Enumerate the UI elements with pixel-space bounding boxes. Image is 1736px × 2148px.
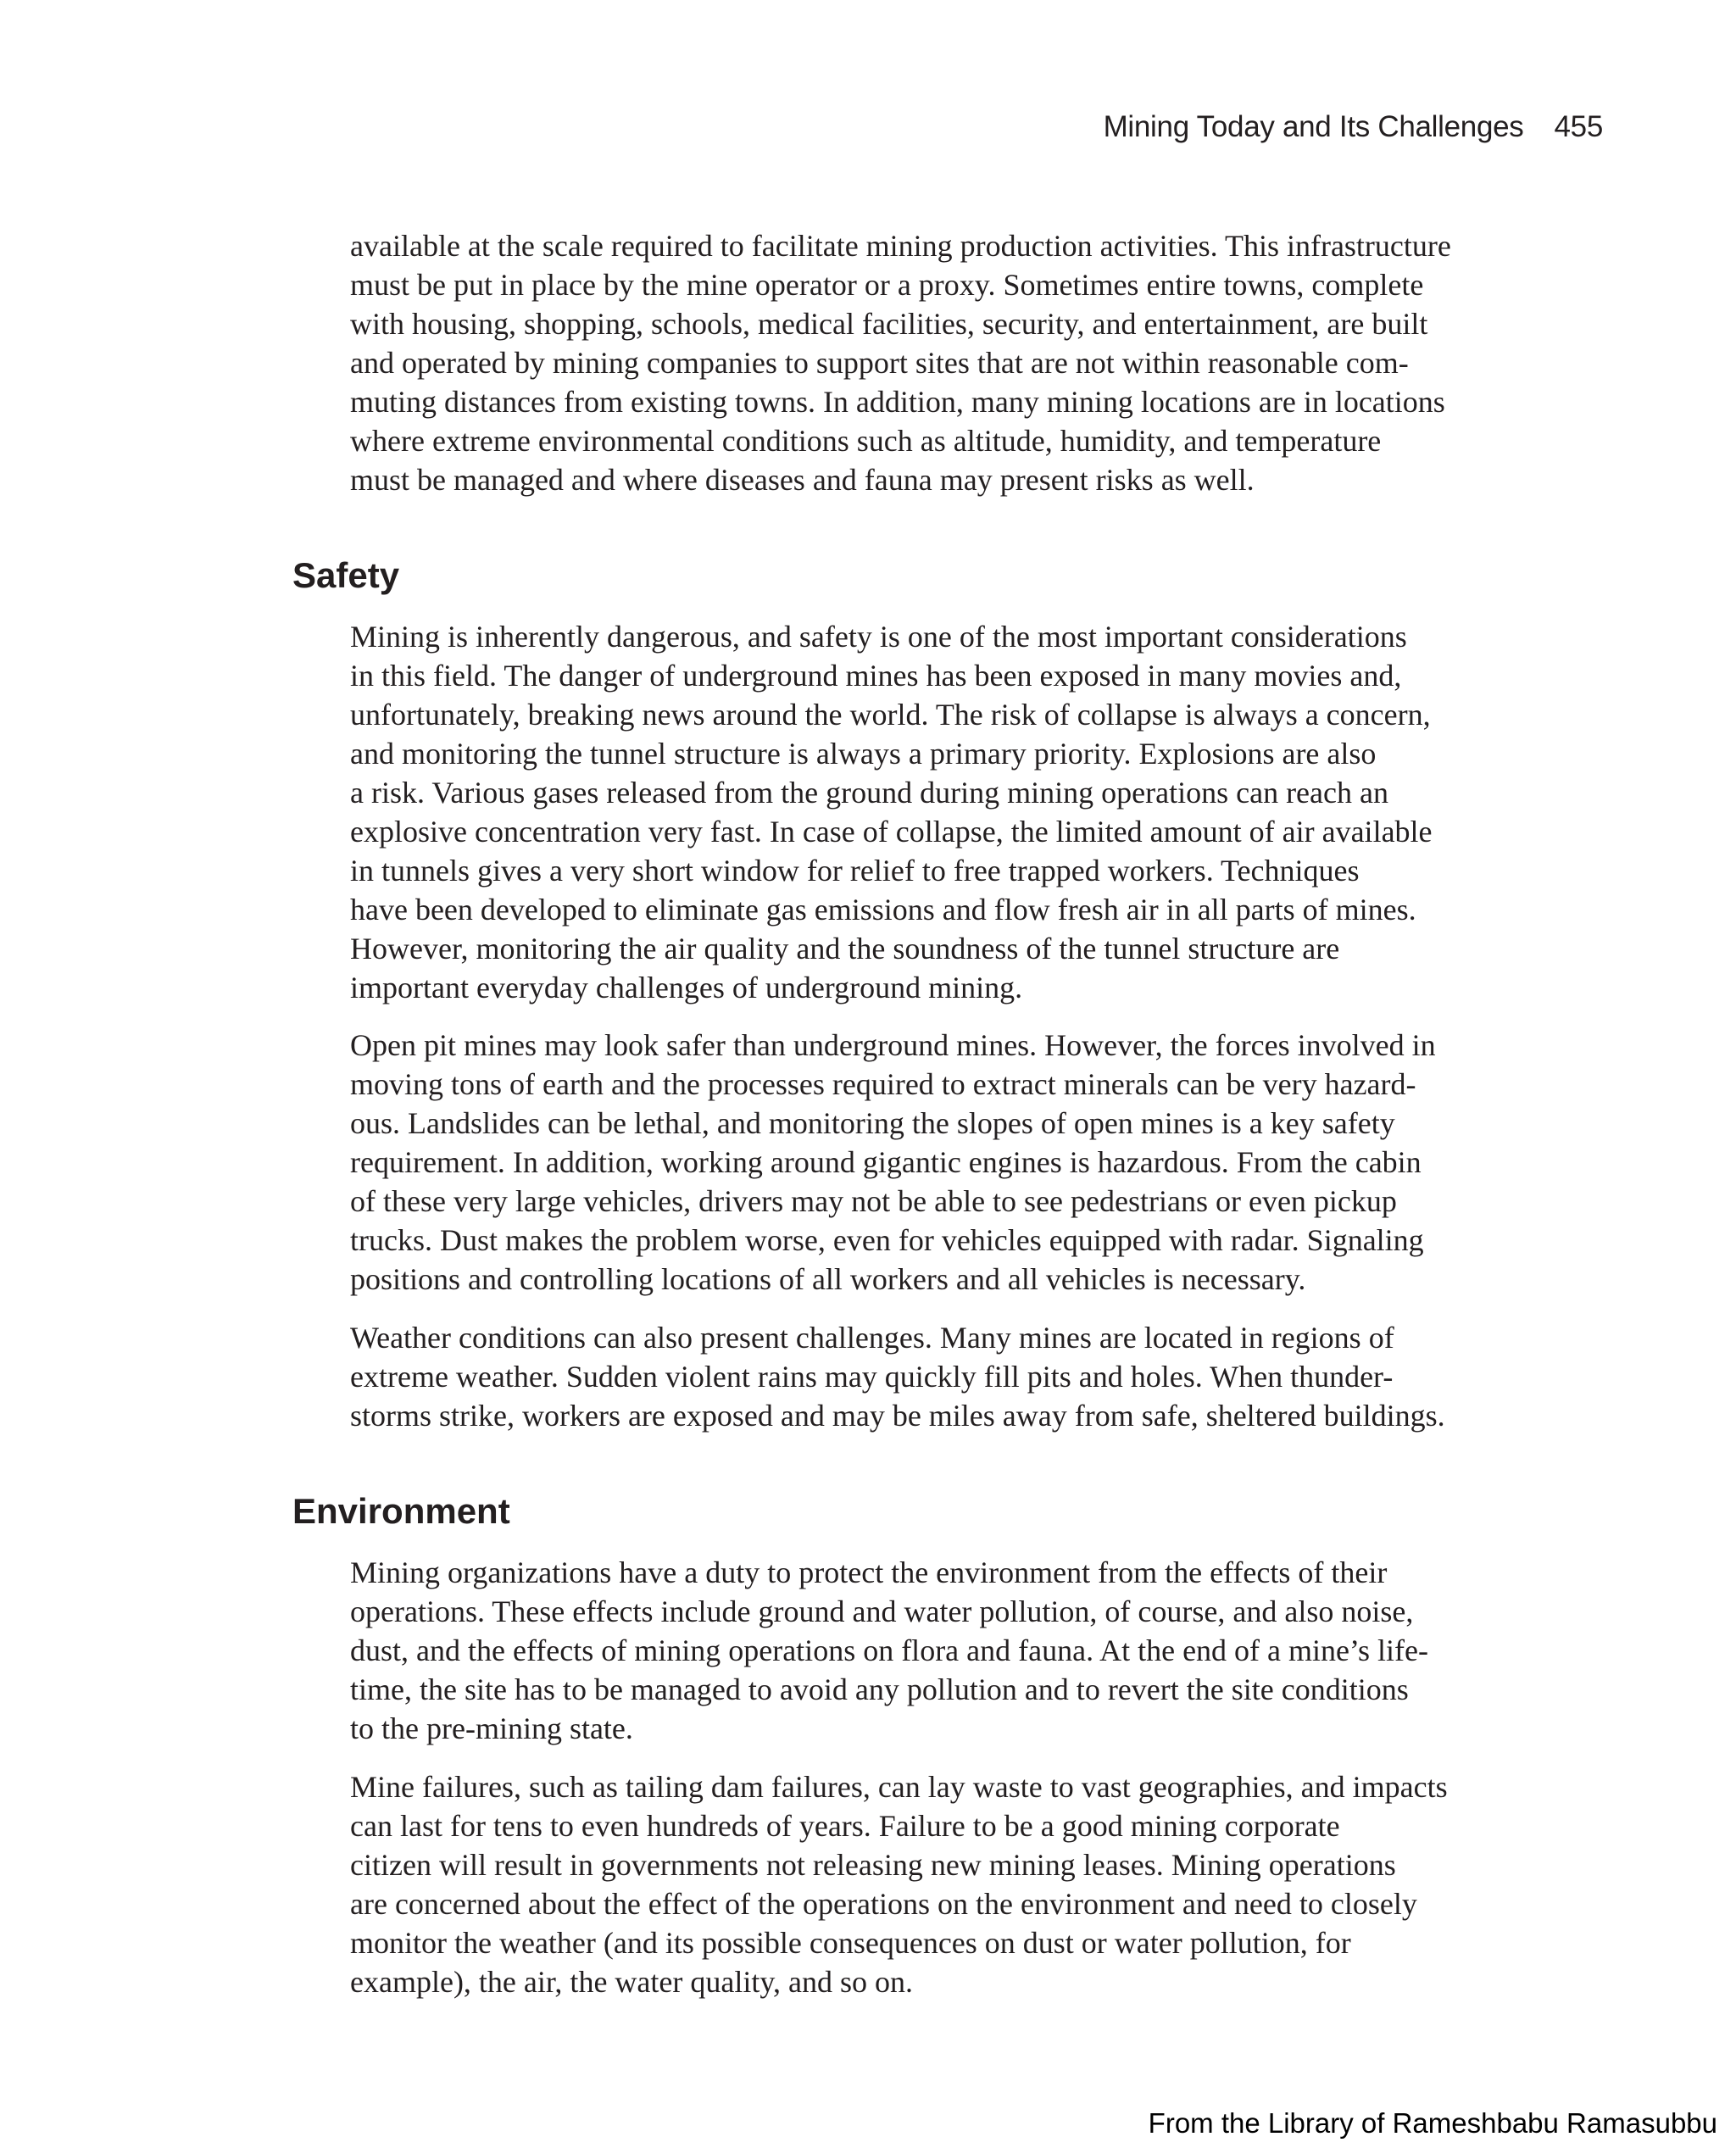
text-line: explosive concentration very fast. In case of collapse, the limited amount of air available xyxy=(350,815,1433,849)
text-line: storms strike, workers are exposed and may be miles away from safe, sheltered buildings. xyxy=(350,1399,1445,1433)
section-heading-safety: Safety xyxy=(292,555,400,595)
text-line: have been developed to eliminate gas emissions and flow fresh air in all parts of mines. xyxy=(350,893,1416,927)
text-line: trucks. Dust makes the problem worse, even for vehicles equipped with radar. Signaling xyxy=(350,1223,1424,1257)
text-line: of these very large vehicles, drivers may not be able to see pedestrians or even pickup xyxy=(350,1184,1397,1218)
text-line: operations. These effects include ground and water pollution, of course, and also noise, xyxy=(350,1594,1414,1628)
text-line: to the pre-mining state. xyxy=(350,1711,633,1745)
text-line: Weather conditions can also present challenges. Many mines are located in regions of xyxy=(350,1321,1394,1355)
text-line: a risk. Various gases released from the ground during mining operations can reach an xyxy=(350,776,1388,810)
text-line: available at the scale required to facilitate mining production activities. This infrastructure xyxy=(350,229,1451,263)
text-line: Mining is inherently dangerous, and safety is one of the most important considerations xyxy=(350,620,1407,654)
library-footer-note: From the Library of Rameshbabu Ramasubbu xyxy=(1148,2107,1717,2139)
running-head xyxy=(1104,110,1603,144)
text-line: with housing, shopping, schools, medical facilities, security, and entertainment, are built xyxy=(350,307,1428,341)
text-line: requirement. In addition, working around gigantic engines is hazardous. From the cabin xyxy=(350,1145,1422,1179)
text-line: dust, and the effects of mining operations on flora and fauna. At the end of a mine’s life- xyxy=(350,1633,1428,1667)
text-line: must be managed and where diseases and fauna may present risks as well. xyxy=(350,463,1255,497)
page-number: 455 xyxy=(1554,110,1603,143)
text-line: where extreme environmental conditions such as altitude, humidity, and temperature xyxy=(350,424,1382,458)
text-line: extreme weather. Sudden violent rains may quickly fill pits and holes. When thunder- xyxy=(350,1360,1394,1394)
environment-paragraph-2 xyxy=(350,1767,1503,2001)
running-title: Mining Today and Its Challenges xyxy=(1103,110,1524,143)
text-line: and operated by mining companies to support sites that are not within reasonable com- xyxy=(350,346,1409,380)
text-line: and monitoring the tunnel structure is always a primary priority. Explosions are also xyxy=(350,737,1377,771)
text-line: can last for tens to even hundreds of years. Failure to be a good mining corporate xyxy=(350,1809,1340,1843)
text-line: monitor the weather (and its possible consequences on dust or water pollution, for xyxy=(350,1926,1351,1960)
text-line: Mine failures, such as tailing dam failures, can lay waste to vast geographies, and impacts xyxy=(350,1770,1448,1804)
text-line: in this field. The danger of underground mines has been exposed in many movies and, xyxy=(350,659,1402,693)
text-line: example), the air, the water quality, and so on. xyxy=(350,1965,913,1999)
environment-paragraph-1 xyxy=(350,1553,1503,1748)
text-line: Open pit mines may look safer than underground mines. However, the forces involved in xyxy=(350,1028,1436,1062)
text-line: citizen will result in governments not releasing new mining leases. Mining operations xyxy=(350,1848,1396,1882)
text-line: Mining organizations have a duty to protect the environment from the effects of their xyxy=(350,1555,1388,1589)
intro-paragraph xyxy=(350,226,1503,499)
safety-paragraph-3 xyxy=(350,1318,1503,1435)
safety-paragraph-1 xyxy=(350,617,1503,1007)
text-line: unfortunately, breaking news around the world. The risk of collapse is always a concern, xyxy=(350,698,1431,732)
text-line: positions and controlling locations of all workers and all vehicles is necessary. xyxy=(350,1262,1306,1296)
text-line: in tunnels gives a very short window for relief to free trapped workers. Techniques xyxy=(350,854,1360,888)
text-line: time, the site has to be managed to avoid any pollution and to revert the site conditions xyxy=(350,1672,1409,1706)
safety-paragraph-2 xyxy=(350,1026,1503,1299)
text-line: are concerned about the effect of the operations on the environment and need to closely xyxy=(350,1887,1417,1921)
section-heading-environment: Environment xyxy=(292,1491,510,1531)
text-line: important everyday challenges of underground mining. xyxy=(350,971,1023,1004)
text-line: ous. Landslides can be lethal, and monitoring the slopes of open mines is a key safety xyxy=(350,1106,1395,1140)
text-line: However, monitoring the air quality and the soundness of the tunnel structure are xyxy=(350,932,1340,965)
text-line: must be put in place by the mine operator or a proxy. Sometimes entire towns, complete xyxy=(350,268,1424,302)
text-line: muting distances from existing towns. In addition, many mining locations are in locations xyxy=(350,385,1445,419)
text-line: moving tons of earth and the processes required to extract minerals can be very hazard- xyxy=(350,1067,1416,1101)
